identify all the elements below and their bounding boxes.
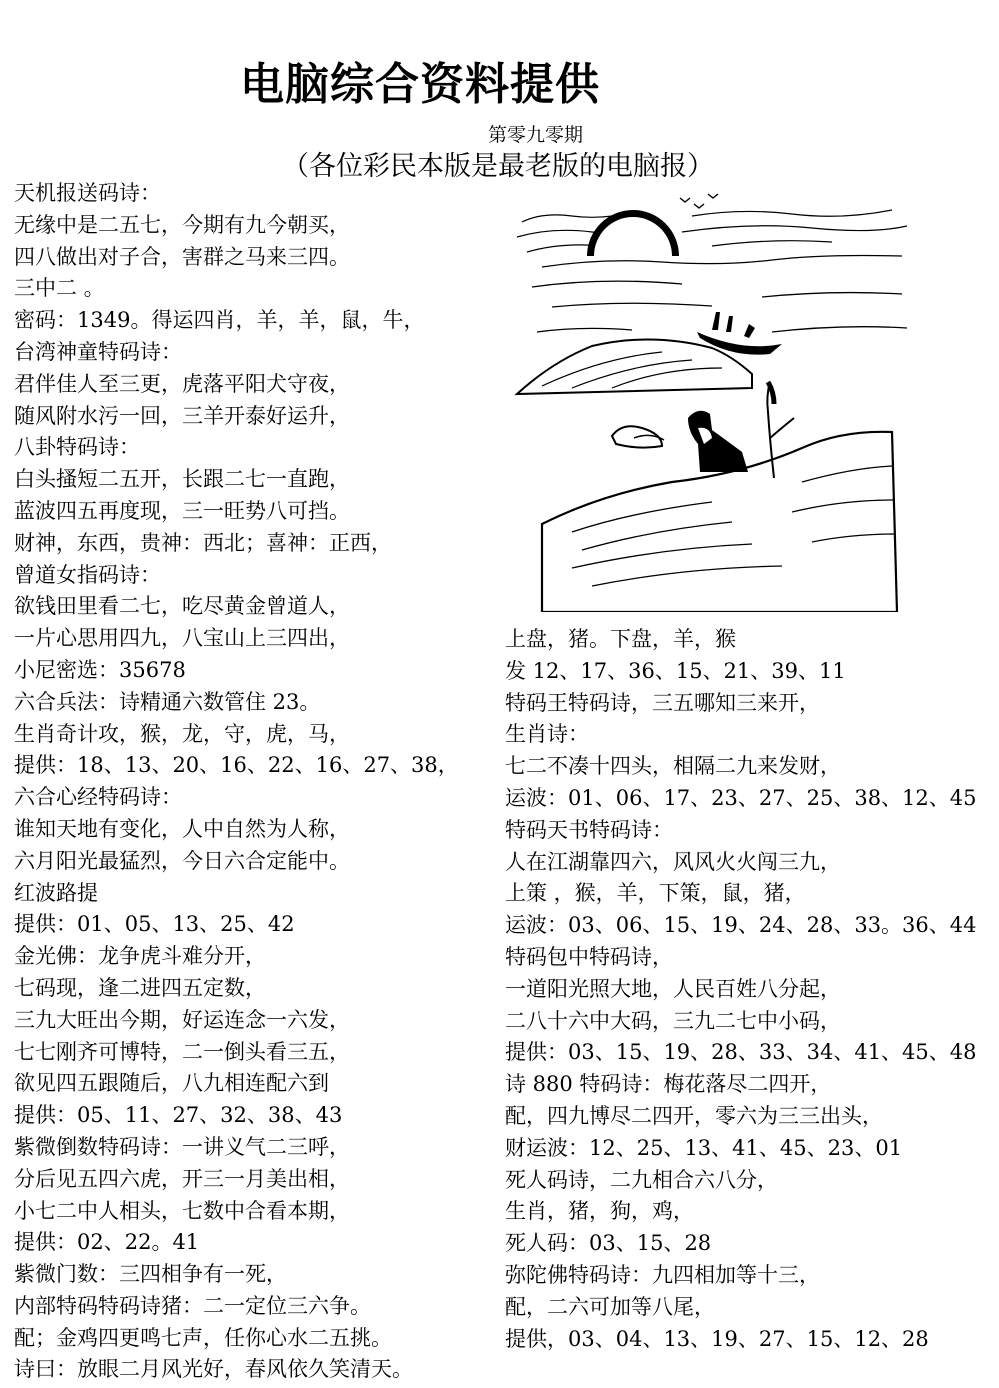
text-line: 红波路提	[14, 880, 98, 905]
text-line: 诗 880 特码诗：梅花落尽二四开，	[505, 1072, 832, 1097]
text-line: 特码包中特码诗，	[505, 944, 673, 969]
text-line: 紫微倒数特码诗：一讲义气二三呼，	[14, 1134, 350, 1159]
text-line: 特码王特码诗，三五哪知三来开，	[505, 690, 820, 715]
text-line: 二八十六中大码，三九二七中小码，	[505, 1008, 841, 1033]
text-line: 六合心经特码诗：	[14, 785, 182, 810]
dog-figure	[688, 411, 748, 472]
rocks	[612, 426, 664, 447]
text-line: 生肖奇计攻，猴，龙，守，虎，马，	[14, 721, 350, 746]
text-line: 谁知天地有变化，人中自然为人称，	[14, 816, 350, 841]
reed-plant	[767, 382, 794, 478]
text-line: 提供：02、22。41	[14, 1230, 200, 1255]
text-line: 密码：1349。得运四肖，羊，羊，鼠，牛，	[14, 308, 425, 333]
text-line: 特码天书特码诗：	[505, 817, 673, 842]
text-line: 六月阳光最猛烈，今日六合定能中。	[14, 848, 350, 873]
text-line: 配，四九博尽二四开，零六为三三出头，	[505, 1103, 883, 1128]
text-line: 无缘中是二五七，今期有九今朝买，	[14, 212, 350, 237]
text-line: 紫微门数：三四相争有一死，	[14, 1262, 287, 1287]
text-line: 随风附水污一回，三羊开泰好运升，	[14, 403, 350, 428]
text-line: 欲见四五跟随后，八九相连配六到	[14, 1071, 329, 1096]
text-line: 死人码：03、15、28	[505, 1231, 712, 1256]
text-line: 七二不凑十四头，相隔二九来发财，	[505, 754, 841, 779]
text-line: 白头搔短二五开，长跟二七一直跑，	[14, 467, 350, 492]
hill-upper	[517, 339, 752, 394]
text-line: 四八做出对子合，害群之马来三四。	[14, 244, 350, 269]
text-line: 七码现，逢二进四五定数，	[14, 975, 266, 1000]
left-text-column	[14, 178, 494, 1386]
text-line: 台湾神童特码诗：	[14, 339, 182, 364]
water-lines	[532, 281, 907, 332]
text-line: 小七二中人相头，七数中合看本期，	[14, 1198, 350, 1223]
text-line: 死人码诗，二九相合六八分，	[505, 1167, 778, 1192]
text-line: 运波：03、06、15、19、24、28、33。36、44	[505, 913, 977, 938]
text-line: 君伴佳人至三更，虎落平阳犬守夜，	[14, 371, 350, 396]
text-line: 上盘，猪。下盘，羊，猴	[505, 627, 736, 651]
text-line: 提供：05、11、27、32、38、43	[14, 1103, 343, 1128]
text-line: 诗曰：放眼二月风光好，春风依久笑清天。	[14, 1357, 413, 1382]
text-line: 八卦特码诗：	[14, 435, 140, 460]
text-line: 三中二 。	[14, 276, 105, 301]
text-line: 发 12、17、36、15、21、39、11	[505, 658, 846, 683]
text-line: 欲钱田里看二七，吃尽黄金曾道人，	[14, 594, 350, 619]
text-line: 人在江湖靠四六，风风火火闯三九，	[505, 849, 841, 874]
text-line: 配，二六可加等八尾，	[505, 1294, 715, 1319]
text-line: 分后见五四六虎，开三一月美出相，	[14, 1166, 350, 1191]
text-line: 曾道女指码诗：	[14, 562, 161, 587]
text-line: 财神，东西，贵神：西北；喜神：正西，	[14, 530, 392, 555]
text-line: 配；金鸡四更鸣七声，任你心水二五挑。	[14, 1325, 392, 1350]
text-line: 一片心思用四九，八宝山上三四出，	[14, 626, 350, 651]
text-line: 运波：01、06、17、23、27、25、38、12、45	[505, 785, 977, 810]
text-line: 提供，03、04、13、19、27、15、12、28	[505, 1326, 929, 1351]
text-line: 六合兵法：诗精通六数管住 23。	[14, 689, 321, 714]
landscape-illustration	[512, 182, 912, 612]
text-line: 弥陀佛特码诗：九四相加等十三，	[505, 1262, 820, 1287]
text-line: 财运波：12、25、13、41、45、23、01	[505, 1135, 903, 1160]
text-line: 小尼密选：35678	[14, 657, 186, 682]
page-subtitle: （各位彩民本版是最老版的电脑报）	[282, 151, 714, 182]
text-line: 三九大旺出今期，好运连念一六发，	[14, 1007, 350, 1032]
page-title: 电脑综合资料提供	[240, 59, 600, 110]
sky-hatching	[517, 210, 907, 267]
text-line: 提供：18、13、20、16、22、16、27、38，	[14, 753, 459, 778]
birds	[680, 194, 718, 208]
text-line: 提供：01、05、13、25、42	[14, 912, 295, 937]
text-line: 天机报送码诗：	[14, 181, 161, 205]
text-line: 生肖诗：	[505, 722, 589, 747]
text-line: 金光佛：龙争虎斗难分开，	[14, 944, 266, 969]
text-line: 一道阳光照大地，人民百姓八分起，	[505, 976, 841, 1001]
text-line: 上策 ，猴，羊，下策，鼠，猪，	[505, 881, 806, 906]
text-line: 内部特码特码诗猪：二一定位三六争。	[14, 1293, 371, 1318]
issue-number: 第零九零期	[488, 124, 584, 146]
text-line: 生肖，猪，狗，鸡，	[505, 1199, 694, 1224]
text-line: 提供：03、15、19、28、33、34、41、45、48	[505, 1040, 977, 1065]
text-line: 蓝波四五再度现，三一旺势八可挡。	[14, 498, 350, 523]
right-text-column	[505, 624, 990, 1355]
text-line: 七七刚齐可博特，二一倒头看三五，	[14, 1039, 350, 1064]
